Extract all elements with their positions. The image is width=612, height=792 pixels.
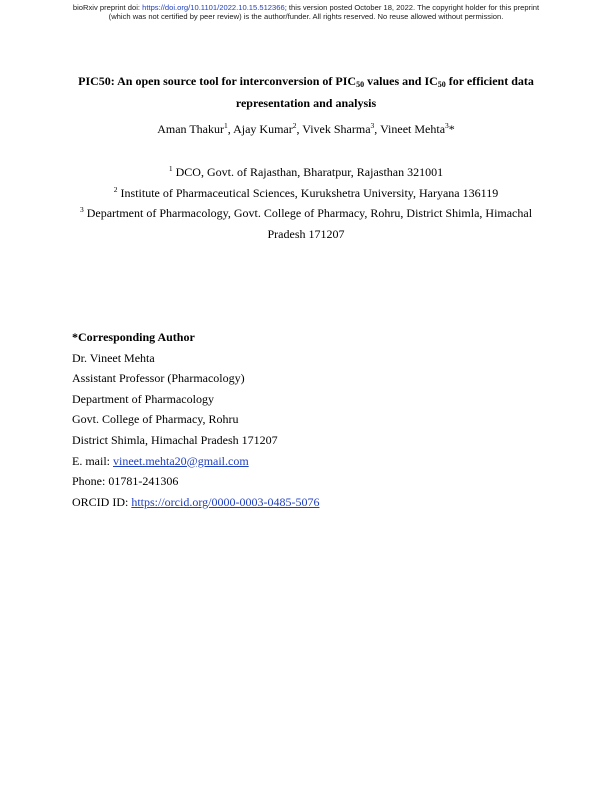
affiliation-text: DCO, Govt. of Rajasthan, Bharatpur, Rajasthan 321001	[172, 165, 444, 179]
affiliation-text: Institute of Pharmaceutical Sciences, Kurukshetra University, Haryana 136119	[117, 185, 499, 200]
corresponding-author-block	[72, 327, 542, 512]
orcid-label: ORCID ID:	[72, 494, 132, 509]
affiliation-item	[70, 162, 542, 183]
orcid-link[interactable]: https://orcid.org/0000-0003-0485-5076	[131, 494, 320, 509]
email-link[interactable]: vineet.mehta20@gmail.com	[113, 453, 249, 468]
corresponding-college: Govt. College of Pharmacy, Rohru	[72, 412, 239, 427]
title-part-2: values and IC	[364, 74, 438, 88]
affiliation-text: Department of Pharmacology, Govt. College of Pharmacy, Rohru, District Shimla, Himachal Pradesh 171207	[83, 206, 533, 241]
corresponding-mark: *	[448, 122, 455, 136]
corresponding-heading: *Corresponding Author	[72, 330, 195, 344]
paper-title	[60, 70, 552, 114]
preprint-suffix: ; this version posted October 18, 2022. The copyright holder for this preprint	[284, 3, 540, 12]
author-affiliation-mark: 2	[292, 121, 297, 130]
email-line	[72, 451, 542, 472]
author-separator: ,	[296, 122, 303, 136]
author-affiliation-mark: 3	[370, 121, 375, 130]
affiliation-number: 3	[79, 205, 84, 214]
preprint-notice	[0, 3, 612, 21]
author-affiliation-mark: 1	[223, 121, 228, 130]
affiliation-item	[70, 183, 542, 204]
title-part-1: PIC50: An open source tool for interconversion of PIC	[78, 74, 357, 88]
author-separator: ,	[227, 122, 234, 136]
title-part-3: for efficient data representation and analysis	[235, 74, 534, 110]
title-subscript-2: 50	[437, 80, 446, 89]
author-name: Vivek Sharma	[302, 122, 371, 136]
affiliation-number: 1	[168, 164, 173, 173]
author-separator: ,	[374, 122, 381, 136]
author-name: Vineet Mehta	[380, 122, 446, 136]
title-subscript-1: 50	[356, 80, 365, 89]
corresponding-position: Assistant Professor (Pharmacology)	[72, 371, 245, 386]
corresponding-location: District Shimla, Himachal Pradesh 171207	[72, 432, 278, 447]
affiliation-number: 2	[113, 184, 118, 194]
author-name: Ajay Kumar	[233, 122, 293, 136]
author-affiliation-mark: 3	[445, 121, 449, 130]
preprint-notice-line-1	[0, 3, 612, 12]
email-label: E. mail:	[72, 453, 113, 468]
author-name: Aman Thakur	[157, 122, 224, 136]
affiliation-list	[70, 162, 542, 244]
orcid-line	[72, 492, 542, 513]
preprint-prefix: bioRxiv preprint doi:	[72, 3, 143, 12]
preprint-notice-line-2: (which was not certified by peer review) is the author/funder. All rights reserved. No reuse allowed without permission.	[108, 12, 504, 22]
affiliation-item	[70, 203, 542, 244]
phone-line: Phone: 01781-241306	[72, 474, 179, 489]
doi-link[interactable]: https://doi.org/10.1101/2022.10.15.512366	[142, 3, 285, 12]
corresponding-department: Department of Pharmacology	[72, 391, 214, 406]
corresponding-name: Dr. Vineet Mehta	[72, 350, 155, 365]
author-list	[60, 121, 552, 137]
